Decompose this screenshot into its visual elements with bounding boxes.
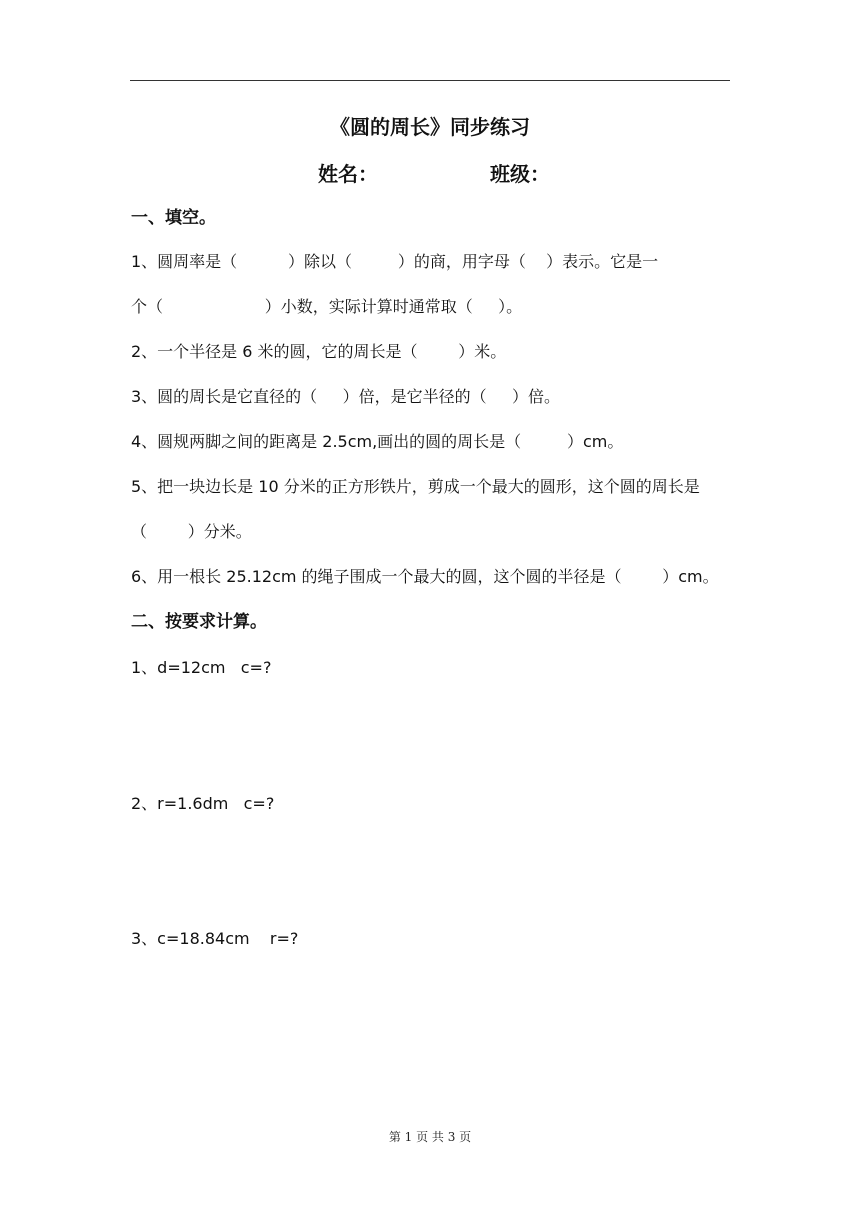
page-footer: 第 1 页 共 3 页 — [388, 1130, 472, 1144]
fill-blank-line: 5、把一块边长是 10 分米的正方形铁片，剪成一个最大的圆形，这个圆的周长是 — [131, 477, 700, 496]
student-info-row — [0, 159, 860, 189]
name-label: 姓名： — [318, 162, 378, 186]
worksheet-title: 《圆的周长》同步练习 — [330, 115, 530, 139]
fill-blank-line: 3、圆的周长是它直径的（ ）倍，是它半径的（ ）倍。 — [131, 387, 561, 406]
calculation-item: 2、r=1.6dm c=? — [131, 794, 275, 813]
fill-blank-line: 4、圆规两脚之间的距离是 2.5cm,画出的圆的周长是（ ）cm。 — [131, 432, 624, 451]
class-label: 班级： — [490, 162, 550, 186]
calculation-item: 1、d=12cm c=? — [131, 658, 272, 677]
header-rule — [130, 80, 730, 81]
fill-blank-line: 2、一个半径是 6 米的圆，它的周长是（ ）米。 — [131, 342, 507, 361]
fill-blank-line: （ ）分米。 — [131, 522, 252, 541]
section2-heading: 二、按要求计算。 — [131, 612, 267, 632]
fill-blank-line: 6、用一根长 25.12cm 的绳子围成一个最大的圆，这个圆的半径是（ ）cm。 — [131, 567, 719, 586]
fill-blank-line: 1、圆周率是（ ）除以（ ）的商，用字母（ ）表示。它是一 — [131, 252, 659, 271]
calculation-item: 3、c=18.84cm r=? — [131, 929, 299, 948]
fill-blank-line: 个（ ）小数，实际计算时通常取（ ）。 — [131, 297, 523, 316]
section1-heading: 一、填空。 — [131, 208, 216, 228]
